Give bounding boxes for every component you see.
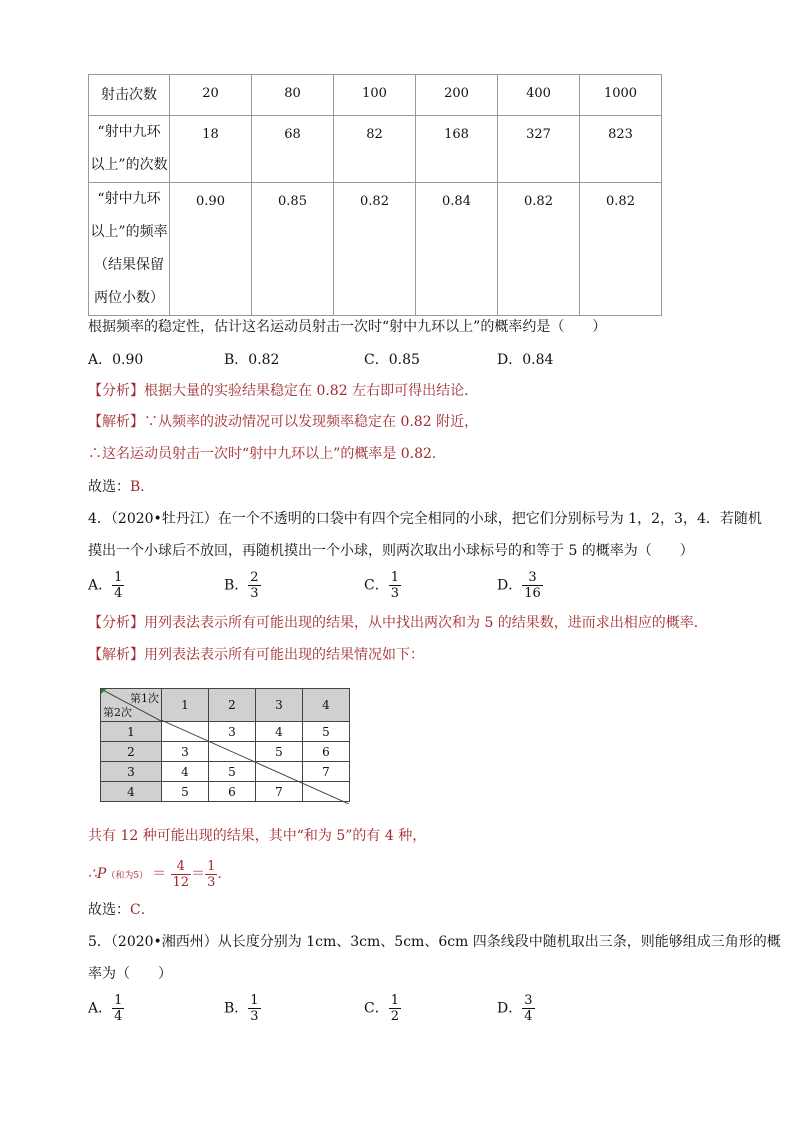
table-cell: 0.82: [498, 183, 580, 316]
q3-solution: [88, 412, 478, 432]
p-end: .: [217, 866, 222, 882]
numerator: 1: [207, 858, 216, 874]
table-cell: 68: [252, 116, 334, 183]
denominator: 4: [524, 1009, 533, 1024]
option-label: C．: [364, 1000, 389, 1017]
solution-text: 用列表法表示所有可能出现的结果情况如下：: [144, 647, 424, 663]
option-label: B．: [224, 577, 249, 594]
table-cell: 82: [334, 116, 416, 183]
table-row: [89, 183, 662, 316]
q3-question: 根据频率的稳定性，估计这名运动员射击一次时“射中九环以上”的概率约是（ ）: [88, 319, 607, 335]
q3-answer: [88, 477, 154, 497]
option-label: A．: [88, 577, 113, 594]
q4-question-line2: 摸出一个小球后不放回，再随机摸出一个小球，则两次取出小球标号的和等于 5 的概率为（ ）: [88, 543, 694, 559]
table-cell: 0.84: [416, 183, 498, 316]
row-header: 2: [101, 742, 162, 762]
table-row: [89, 116, 662, 183]
p-subscript: （和为5）: [106, 871, 149, 881]
denominator: 4: [114, 1009, 123, 1024]
denominator: 2: [390, 1009, 399, 1024]
col-header: 3: [256, 689, 303, 722]
col-header: 2: [209, 689, 256, 722]
option-label: D．: [497, 1000, 523, 1017]
table-cell: 5: [303, 722, 350, 742]
table-row: [89, 75, 662, 116]
table-cell: 100: [334, 75, 416, 116]
numerator: 1: [250, 993, 259, 1008]
table-cell: 80: [252, 75, 334, 116]
numerator: 1: [114, 570, 123, 585]
option-label: D．: [497, 577, 523, 594]
table-cell: 327: [498, 116, 580, 183]
table-cell: 0.85: [252, 183, 334, 316]
numerator: 3: [524, 993, 533, 1008]
row-header-line: （结果保留: [94, 257, 164, 273]
table-cell: 400: [498, 75, 580, 116]
denominator: 12: [172, 874, 190, 890]
q3-option-a: A．0.90: [88, 352, 144, 368]
fraction: [248, 993, 260, 1024]
denominator: 16: [524, 586, 541, 601]
fraction: [389, 993, 401, 1024]
q4-analysis: [88, 613, 708, 633]
numerator: 1: [114, 993, 123, 1008]
numerator: 1: [390, 993, 399, 1008]
analysis-text: 用列表法表示所有可能出现的结果，从中找出两次和为 5 的结果数，进而求出相应的概率．: [144, 615, 708, 631]
q3-option-b: B．0.82: [224, 352, 280, 368]
row-header-line: 以上”的频率: [90, 224, 168, 240]
p-equals: ＝: [152, 866, 167, 882]
corner-bottom-label: 第2次: [103, 706, 132, 719]
q5-option-b: [224, 993, 261, 1024]
row-header: 射击次数: [89, 75, 170, 116]
table-cell: 823: [580, 116, 662, 183]
q4-summary: 共有 12 种可能出现的结果，其中“和为 5”的有 4 种，: [88, 828, 427, 844]
p-equals: ＝: [191, 866, 206, 882]
solution-tag: 【解析】: [88, 414, 144, 430]
numerator: 4: [171, 859, 192, 875]
frequency-table: [88, 74, 662, 316]
table-cell: 5: [162, 782, 209, 802]
numerator: 3: [522, 570, 543, 586]
analysis-tag: 【分析】: [88, 615, 144, 631]
table-cell: 4: [162, 762, 209, 782]
fraction: [248, 570, 260, 601]
q4-option-a: [88, 570, 124, 601]
solution-tag: 【解析】: [88, 647, 144, 663]
table-cell: 1000: [580, 75, 662, 116]
answer-label: 故选：: [88, 479, 130, 495]
table-cell: 5: [209, 762, 256, 782]
answer-value: B．: [130, 479, 155, 495]
row-header: 4: [101, 782, 162, 802]
table-cell: 0.82: [580, 183, 662, 316]
q5-option-d: [497, 993, 535, 1024]
fraction: [522, 570, 543, 601]
row-header: [89, 116, 170, 183]
table-cell: 3: [209, 722, 256, 742]
table-cell: 7: [256, 782, 303, 802]
q5-question-line2: 率为（ ）: [88, 966, 172, 982]
row-header-line: “射中九环: [97, 191, 161, 207]
table-cell: 18: [170, 116, 252, 183]
denominator: 3: [250, 586, 259, 601]
row-header: 1: [101, 722, 162, 742]
denominator: 3: [390, 586, 399, 601]
row-header-line: 两位小数）: [94, 290, 164, 306]
analysis-text: 根据大量的实验结果稳定在 0.82 左右即可得出结论．: [144, 383, 479, 399]
table-cell: 20: [170, 75, 252, 116]
q3-option-c: C．0.85: [364, 352, 420, 368]
row-header: 3: [101, 762, 162, 782]
q4-option-b: [224, 570, 261, 601]
fraction: [112, 993, 124, 1024]
col-header: 1: [162, 689, 209, 722]
row-header: [89, 183, 170, 316]
analysis-tag: 【分析】: [88, 383, 144, 399]
table-cell: 0.90: [170, 183, 252, 316]
numerator: 1: [390, 570, 399, 585]
denominator: 3: [250, 1009, 259, 1024]
option-label: B．: [224, 1000, 249, 1017]
q4-option-c: [364, 570, 401, 601]
table-cell: 4: [256, 722, 303, 742]
table-row: [101, 689, 350, 722]
q5-option-c: [364, 993, 401, 1024]
fraction: [171, 859, 192, 890]
q5-option-a: [88, 993, 124, 1024]
p-prefix: ∴P: [88, 866, 107, 882]
answer-label: 故选：: [88, 902, 130, 918]
q3-option-d: D．0.84: [497, 352, 554, 368]
numerator: 2: [250, 570, 259, 585]
fraction: [389, 570, 401, 601]
denominator: 4: [114, 586, 123, 601]
col-header: 4: [303, 689, 350, 722]
diagonal-line: [161, 720, 349, 804]
table-cell: 3: [162, 742, 209, 762]
table-cell: 6: [209, 782, 256, 802]
table-cell: 6: [303, 742, 350, 762]
table-cell: 168: [416, 116, 498, 183]
q4-answer: [88, 900, 155, 920]
table-cell: 0.82: [334, 183, 416, 316]
row-header-line: 以上”的次数: [90, 157, 168, 173]
q3-analysis: [88, 381, 478, 401]
fraction: [522, 993, 534, 1024]
denominator: 3: [207, 874, 216, 890]
fraction: [112, 570, 124, 601]
q4-solution: [88, 645, 424, 665]
q4-probability: [88, 856, 222, 894]
row-header-line: “射中九环: [97, 124, 161, 140]
q3-solution-2: ∴这名运动员射击一次时“射中九环以上”的概率是 0.82.: [88, 446, 437, 462]
answer-value: C．: [130, 902, 155, 918]
corner-top-label: 第1次: [130, 692, 159, 705]
q4-question-line1: 4．（2020•牡丹江）在一个不透明的口袋中有四个完全相同的小球，把它们分别标号为 1，2，3，4．若随机: [88, 511, 762, 527]
q5-question-line1: 5．（2020•湘西州）从长度分别为 1cm、3cm、5cm、6cm 四条线段中随机取出三条，则能够组成三角形的概: [88, 934, 781, 950]
table-cell: 200: [416, 75, 498, 116]
table-cell: 7: [303, 762, 350, 782]
table-cell: 5: [256, 742, 303, 762]
option-label: C．: [364, 577, 389, 594]
option-label: A．: [88, 1000, 113, 1017]
corner-cell: [101, 689, 162, 722]
solution-text: ∵从频率的波动情况可以发现频率稳定在 0.82 附近，: [144, 414, 479, 430]
q4-option-d: [497, 570, 543, 601]
fraction: [205, 859, 217, 890]
